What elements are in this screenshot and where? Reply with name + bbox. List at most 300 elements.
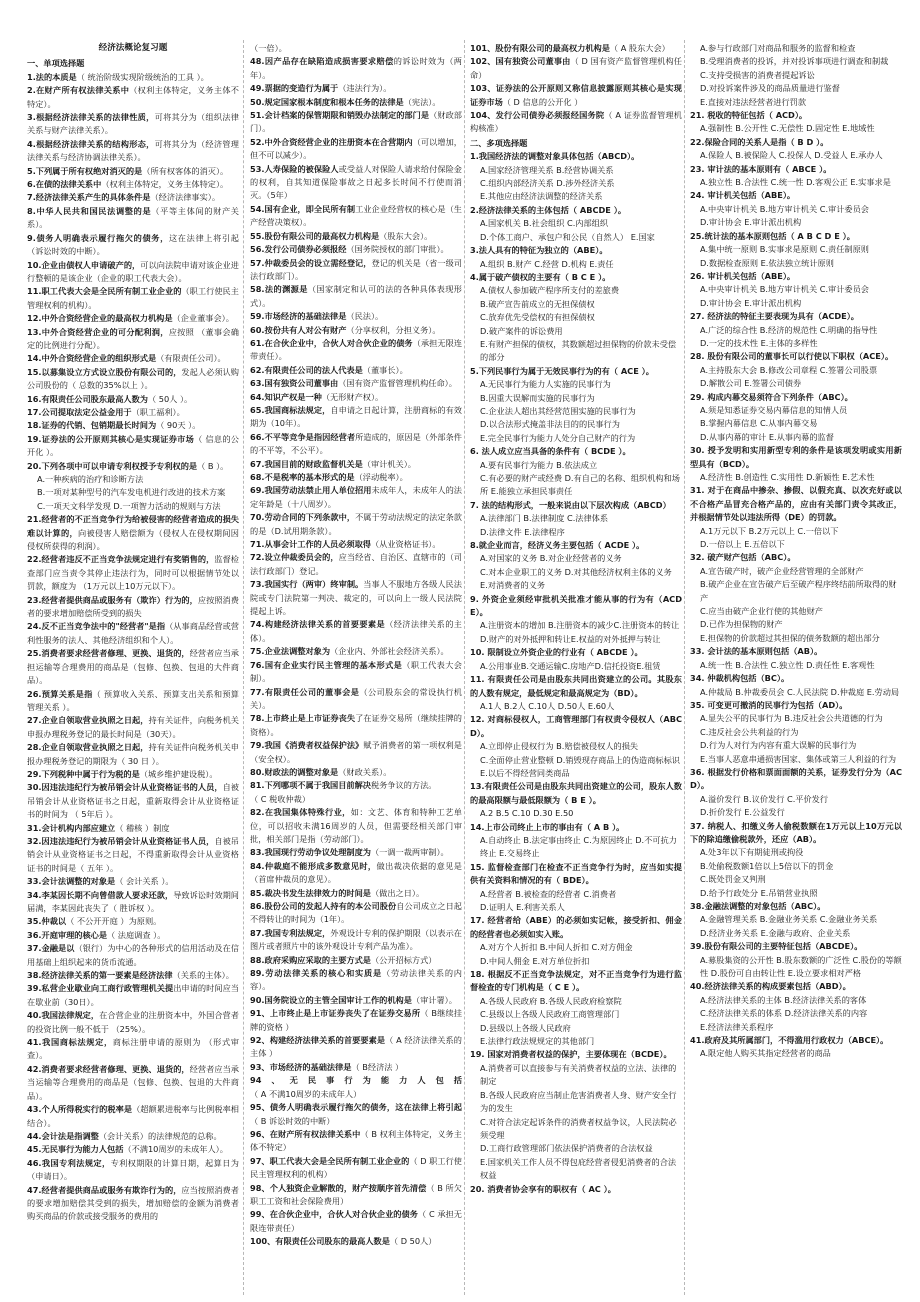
question-item — [470, 821, 682, 834]
question-item — [250, 860, 462, 887]
answer-text: （ 50人 ）。 — [147, 393, 193, 404]
question-item — [27, 285, 239, 312]
question-item — [690, 900, 902, 913]
question-stem: 33.会计法调整的对象是 — [27, 876, 116, 887]
answer-text: 登记的机关是（省一级司法行政部门）。 — [250, 257, 462, 281]
answer-option: C.违反社会公共利益的行为 — [700, 726, 799, 737]
question-stem: 90.国务院设立的主管全国审计工作的机构是 — [250, 994, 412, 1005]
answer-option: A.国家机关 B.社会组织 C.内部组织 — [480, 218, 609, 229]
column-divider — [464, 40, 465, 1295]
answer-option: A.统一性 B.合法性 C.独立性 D.责任性 E.客观性 — [700, 659, 875, 670]
answer-option: C.组织内部经济关系 D.涉外经济关系 — [480, 178, 615, 189]
answer-option: A.1人 B.2人 C.10人 D.50人 E.60人 — [480, 700, 615, 711]
question-item — [250, 900, 462, 927]
answer-text: 当事人不服地方各级人民法院或专门法院第一判决、裁定的，可以向上一级人民法院提起上诉。 — [250, 579, 462, 617]
answer-text: （ 90天 ）。 — [156, 420, 201, 431]
question-item — [27, 366, 239, 393]
question-item — [690, 820, 902, 847]
question-stem: 23. 审计法的基本原则有（ ABCE ）。 — [690, 163, 832, 174]
question-stem: 56.发行公司债券必须报经 — [250, 244, 347, 255]
question-stem: 15.以募集设立方式设立股份有限公司的， — [27, 366, 182, 377]
answer-option: A.溢价发行 B.议价发行 C.平价发行 — [700, 793, 829, 804]
answer-option: D.折价发行 E.公益发行 — [700, 807, 785, 818]
question-item — [690, 940, 902, 953]
question-item — [27, 741, 239, 768]
text-column-4 — [690, 42, 902, 1292]
answer-option: A.处3年以下有期徒刑或拘役 — [700, 847, 804, 858]
question-item — [250, 927, 462, 954]
answer-option: C.对本企业职工的义务 D.对其他经济权利主体的义务 — [480, 566, 672, 577]
question-item — [470, 539, 682, 552]
question-stem: 76.国有企业实行民主管理的基本形式是 — [250, 659, 403, 670]
question-item — [250, 136, 462, 163]
question-stem: 89.劳动法律关系的核心和实质是 — [250, 968, 382, 979]
answer-text: （职工代表大会制）。 — [250, 659, 462, 684]
question-item — [690, 310, 902, 323]
question-stem: 8.就企业而言，经济义务主要包括（ ACDE ）。 — [470, 540, 645, 551]
column-divider — [243, 40, 244, 1295]
question-stem: 96、在财产所有权法律关系中 — [250, 1128, 361, 1139]
question-item — [27, 835, 239, 875]
answer-option: A.1万元以下 B.2万元以上 C.一倍以下 — [700, 525, 839, 536]
question-item — [250, 310, 462, 323]
question-stem: 77.有限责任公司的董事会是 — [250, 686, 360, 697]
question-stem: 98、个人独资企业解散的，财产按顺序首先清偿 — [250, 1182, 427, 1193]
answer-text: （关系的主体）。 — [172, 970, 234, 981]
question-item — [250, 887, 462, 900]
question-stem: 14.中外合资经营企业的组织形式是 — [27, 353, 157, 364]
question-item — [250, 659, 462, 686]
question-stem: 52.中外合资经营企业的注册资本在合营期内 — [250, 136, 413, 147]
answer-option: A.限定他人购买其指定经营者的商品 — [700, 1048, 831, 1059]
answer-text: （公司股东会的常设执行机关）。 — [250, 686, 462, 710]
question-stem: 51.会计档案的保管期限和销毁办法制定的部门是 — [250, 110, 430, 121]
question-stem: 100、有限责任公司股东的最高人数是 — [250, 1236, 390, 1247]
question-item — [470, 42, 682, 55]
question-item — [470, 365, 682, 378]
answer-option: D.一倍以上 E.五倍以下 — [700, 539, 785, 550]
answer-text: （从事商品经营或营利性服务的法人、其他经济组织和个人）。 — [27, 621, 239, 645]
question-stem: 30. 授予发明和实用新型专利的条件是该项发明或实用新型具有（BCD）。 — [690, 445, 902, 469]
answer-text: （审计署）。 — [411, 994, 457, 1005]
answer-text: （会计关系）的法律规范的总称。 — [98, 1130, 222, 1141]
answer-text: （ 法庭调查 ）。 — [107, 929, 166, 940]
answer-text: （银行）为中心的各种形式的信用活动及在信用基础上组织起来的货币流通。 — [27, 943, 239, 967]
question-item — [27, 1103, 239, 1130]
question-stem: 36.开庭审理的核心是 — [27, 929, 108, 940]
answer-option: D.以合法形式掩盖非法目的的民事行为 — [480, 419, 620, 430]
question-stem: 1.法的本质是 — [27, 71, 77, 82]
question-item — [250, 377, 462, 390]
question-item — [470, 204, 682, 217]
answer-text: （审计机关）。 — [362, 458, 416, 469]
question-item — [690, 672, 902, 685]
question-item — [690, 1034, 902, 1047]
answer-text: 了在证券交易所（继续挂牌的资格）。 — [250, 713, 462, 737]
question-item — [470, 861, 682, 888]
question-item — [27, 393, 239, 406]
question-stem: 12. 对商标侵权人，工商管理部门有权责令侵权人（ABCD）。 — [470, 714, 682, 738]
question-stem: 42.消费者要求经营者修理、更换、退货的， — [27, 1063, 190, 1074]
answer-text: （ B继续挂牌的资格 ） — [250, 1008, 462, 1032]
answer-text: （经济法律事实）。 — [150, 192, 221, 203]
question-stem: 4.属于破产债权的主要有（ B C E ）。 — [470, 271, 611, 282]
question-stem: 7. 法的结构形式，一般来说由以下层次构成（ABCD） — [470, 499, 671, 510]
question-stem: 31.会计机构内部应建立 — [27, 822, 116, 833]
answer-option: D.审计协会 E.审计派出机构 — [700, 297, 802, 308]
answer-option: A.对国家的义务 B.对企业经营者的义务 — [480, 553, 622, 564]
question-stem: 79.我国《消费者权益保护法》 — [250, 740, 364, 751]
question-item — [470, 593, 682, 620]
question-item — [690, 980, 902, 993]
answer-option: A.经营者 B.被检查的经营者 C.消费者 — [480, 888, 617, 899]
answer-text: （ 统治阶级实现阶级统治的工具 ）。 — [76, 71, 209, 82]
answer-text: （ B ）。 — [197, 460, 229, 471]
answer-text: 在合营企业的注册资本中，外国合营者的投资比例一般不低于 （25%）。 — [27, 1010, 239, 1034]
question-item — [690, 136, 902, 149]
answer-text: 应当按照消费者的要求增加赔偿其受到的损失，增加赔偿的金额为消费者购买商品的价款或接受服务的费用的 — [27, 1184, 239, 1222]
answer-option: C.放弃优先受偿权的有担保债权 — [480, 312, 595, 323]
question-item — [250, 779, 462, 792]
question-item — [690, 350, 902, 363]
question-item — [27, 714, 239, 741]
question-item — [250, 364, 462, 377]
question-stem: 57.仲裁委员会的设立需经登记， — [250, 257, 372, 268]
question-item — [27, 165, 239, 178]
answer-text: （ 会计关系 ）。 — [115, 876, 174, 887]
answer-text: （国务院授权的部门审批）。 — [346, 244, 449, 255]
question-stem: 19.证券法的公开原则其核心是实现证券市场 — [27, 433, 195, 444]
answer-option: D.一定的技术性 E.主体的多样性 — [700, 337, 818, 348]
question-item — [250, 1182, 462, 1209]
question-stem: 4.根据经济法律关系的结构形态， — [27, 138, 155, 149]
question-stem: 20. 消费者协会享有的职权有（ AC ）。 — [470, 1183, 616, 1194]
question-item — [27, 111, 239, 138]
question-stem: 25.统计法的基本原则包括（ A B C D E ）。 — [690, 230, 855, 241]
document-title: 经济法概论复习题 — [98, 43, 168, 53]
question-stem: 40.经济法律关系的构成要素包括（ABD）。 — [690, 981, 851, 992]
answer-text: 税务争议的方法。 — [370, 780, 437, 791]
answer-option: A.各级人民政府 B.各级人民政府检察院 — [480, 995, 622, 1006]
question-stem: 86.股份公司的发起人持有的本公司股份 — [250, 901, 397, 911]
question-item — [27, 1143, 239, 1156]
answer-text: 自公司成立之日起不得转让的时间为（1年）。 — [250, 901, 462, 925]
question-item — [27, 647, 239, 687]
question-item — [27, 232, 239, 259]
question-item — [470, 646, 682, 659]
answer-text: （ B 所欠职工工资和社会保险费用） — [250, 1182, 462, 1206]
question-stem: 9.债务人明确表示履行拖欠的债务， — [27, 232, 169, 243]
question-stem: 6. 法人成立应当具备的条件有（ BCDE ）。 — [470, 446, 631, 457]
question-item — [470, 109, 682, 136]
question-stem: 10. 限制设立外资企业的行业有（ ABCDE ）。 — [470, 647, 643, 658]
answer-option: E.对消费者的义务 — [480, 580, 546, 591]
question-stem: 49.票据的变造行为属于 — [250, 83, 339, 94]
question-item — [27, 1157, 239, 1184]
question-stem: 21. 税收的特征包括（ ACD）。 — [690, 110, 808, 121]
answer-text: 自被吊销会计从业资格证书之日起，重新取得会计从业资格证书的时间为 （ 5年后 ）。 — [27, 782, 239, 820]
question-item — [250, 109, 462, 136]
question-stem: 67.我国目前的财政监督机关是 — [250, 458, 363, 469]
question-stem: 18. 根据反不正当竞争法规定，对不正当竞争行为进行监督检查的专门机构是（ C E ）。 — [470, 969, 682, 993]
answer-text: 未成年人，未成年人的法定年龄是（十八周岁）。 — [250, 485, 462, 509]
answer-option: A.2 B.5 C.10 D.30 E.50 — [480, 808, 574, 819]
question-stem: 27.企业自领取营业执照之日起， — [27, 715, 149, 726]
question-stem: 74.构建经济法律关系的首要要素是 — [250, 619, 386, 630]
question-stem: 9. 外资企业须经审批机关批准才能从事的行为有（ACDE）。 — [470, 593, 682, 618]
answer-text: 不属于劳动法规定的法定条款的是（D.试用期条款）。 — [250, 512, 462, 536]
question-item — [27, 419, 239, 432]
answer-option: A.自动终止 B.法定事由终止 C.为原因终止 D.不可抗力终止 E.交易终止 — [480, 834, 677, 859]
answer-text: （做出之日）。 — [370, 887, 425, 898]
answer-option: D.解散公司 E.签署公司债券 — [700, 378, 802, 389]
answer-option: B.受理消费者的投诉，并对投诉事项进行调查和制裁 — [700, 56, 889, 67]
answer-option: B.处偷税数额1倍以上5倍以下的罚金 — [700, 860, 834, 871]
answer-option: A.无民事行为能力人实施的民事行为 — [480, 379, 611, 390]
answer-option: A.显失公平的民事行为 B.违反社会公共道德的行为 — [700, 713, 883, 724]
question-item — [27, 71, 239, 84]
question-stem: 55.股份有限公司的最高权力机构是 — [250, 230, 380, 241]
question-item — [250, 806, 462, 846]
question-item — [250, 551, 462, 578]
question-item — [250, 645, 462, 658]
question-stem: 43.个人所得税实行的税率是 — [27, 1104, 133, 1115]
answer-text: 工业企业经营权的核心是（生产经营决策权）。 — [250, 203, 462, 228]
answer-text: （企业内、外部社会经济关系）。 — [330, 646, 449, 657]
question-item — [690, 444, 902, 471]
question-stem: 78.上市終止是上市证券丧失 — [250, 713, 356, 724]
answer-option: D.中间人佣金 E.对方单位折扣 — [480, 955, 590, 966]
question-item — [250, 1128, 462, 1155]
question-stem: 17.公司提取法定公益金用于 — [27, 406, 132, 417]
question-stem: 10.企业由债权人申请破产的， — [27, 259, 141, 270]
answer-option: E.担保物的价款超过其担保的债务数额的超出部分 — [700, 632, 880, 643]
question-item — [250, 538, 462, 551]
question-stem: 85.裁决书发生法律效力的时间是 — [250, 887, 371, 898]
question-stem: 58.法的渊源是 — [250, 284, 308, 295]
answer-text: （董事长）。 — [362, 364, 408, 375]
question-stem: 29.下列税种中属于行为税的是 — [27, 768, 140, 779]
answer-text: 或受益人对保险人请求给付保险金的权利，自其知道保险事故之日起多长时间不行使而消灭。（5年） — [250, 163, 462, 201]
answer-text: （ A 不满10周岁的未成年人） — [250, 1088, 362, 1099]
answer-option: A.宣告破产时，破产企业经营管理的全部财产 — [700, 565, 864, 576]
column-divider — [684, 40, 685, 1295]
answer-option: B.掌握内幕信息 C.从事内幕交易 — [700, 418, 818, 429]
question-stem: 13.有限责任公司是由股东共同出资建立的公司，股东人数的最高限额与最低限额为（ B E ）。 — [470, 781, 682, 805]
question-stem: 70.劳动合同的下列条款中， — [250, 512, 356, 523]
question-stem: 80.财政法的调整对象是 — [250, 766, 339, 777]
answer-text: （宪法）。 — [403, 96, 441, 107]
answer-option: A.集中统一原则 B.实事求是原则 C.责任制原则 — [700, 244, 869, 255]
answer-option: A.中央审计机关 B.地方审计机关 C.审计委员会 — [700, 284, 869, 295]
question-item — [250, 458, 462, 471]
question-item — [690, 645, 902, 658]
question-stem: 81.下列哪项不属于我国目前解决 — [250, 780, 371, 791]
question-stem: 6.在债的法律关系中 — [27, 179, 102, 190]
question-stem: 84.仲裁庭不能形成多数意见时， — [250, 860, 377, 871]
question-stem: 60.按份共有人对公有财产 — [250, 324, 347, 335]
answer-option: A.消费者可以直接参与有关消费者权益的立法、法律的制定 — [480, 1062, 677, 1087]
question-item — [27, 178, 239, 191]
question-item — [250, 96, 462, 109]
question-item — [27, 138, 239, 165]
question-item — [690, 270, 902, 283]
answer-option: E.当事人恶意串通损害国家、集体或第三人利益的行为 — [700, 753, 897, 764]
question-item — [27, 942, 239, 969]
question-item — [690, 766, 902, 793]
question-item — [27, 433, 239, 460]
answer-text: 做出裁决依据的意见是（首席仲裁员的意见）。 — [250, 860, 462, 885]
answer-option: B.一项对某种型号的汽车发电机进行改进的技术方案 — [37, 487, 226, 498]
question-item — [470, 1183, 682, 1196]
question-item — [250, 203, 462, 230]
question-item — [250, 766, 462, 779]
question-item — [690, 109, 902, 122]
answer-option: A.国家经济管理关系 B.经营协调关系 — [480, 164, 614, 175]
question-item — [250, 431, 462, 458]
answer-text: （可以增加，但不可以减少）。 — [250, 136, 462, 161]
answer-text: （平等主体间的财产关系）。 — [27, 205, 239, 230]
question-item — [27, 84, 239, 111]
question-item — [27, 781, 239, 821]
question-item — [470, 445, 682, 458]
answer-option: C.经济法律关系的体系 D.经济法律关系的内容 — [700, 1008, 868, 1019]
answer-option: A.经济性 B.创造性 C.实用性 D.新颖性 E.艺术性 — [700, 472, 875, 482]
question-stem: 24.反不正当竞争法中的"经营者"是指 — [27, 621, 166, 632]
question-stem: 29. 构成内幕交易须符合下列条件（ABC）。 — [690, 391, 853, 402]
question-item — [250, 712, 462, 739]
question-stem: 75.企业法调整对象为 — [250, 646, 331, 657]
question-item — [27, 1130, 239, 1143]
question-item — [470, 780, 682, 807]
question-item — [250, 337, 462, 364]
answer-option: D.个体工商户、承包户和公民（自然人） E.国家 — [480, 231, 655, 242]
question-item — [27, 688, 239, 715]
question-stem: 11.职工代表大会是全民所有制工业企业的 — [27, 286, 182, 297]
question-stem: 24. 审计机关包括（ABE）。 — [690, 190, 796, 201]
question-item — [27, 460, 239, 473]
question-stem: 31. 对于在商品中掺杂、掺假、以假充真、以次充好或以不合格产品冒充合格产品的，应由有关部门责令其改正，并根据情节处以违法所得（DE）的罚款。 — [690, 485, 902, 523]
answer-option: D.数据检查原则 E.依法独立统计原则 — [700, 257, 834, 268]
answer-option: A.公用事业B.交通运输C.房地产D.信托投资E.租赁 — [480, 660, 661, 671]
question-stem: 95、债务人明确表示履行拖欠的债务，这在法律上将引起 — [250, 1102, 462, 1113]
answer-text: （ B 权利主体特定，义务主体不特定） — [250, 1128, 462, 1153]
answer-text: 导致诉讼时效期间届满，李某因此丧失了（ 胜诉权 ）。 — [27, 889, 239, 913]
text-column-3 — [470, 42, 682, 1292]
question-stem: 40.我国法律规定， — [27, 1010, 100, 1021]
question-stem: 103、证券法的公开原则又称信息披露原则其核心是实现证券市场 — [470, 83, 682, 107]
question-item — [250, 1074, 462, 1101]
question-item — [27, 1184, 239, 1224]
question-stem: 64.知识产权是一种 — [250, 391, 322, 402]
question-item — [470, 150, 682, 163]
answer-text: （承担无限连带责任）。 — [250, 337, 462, 362]
answer-option: C.县级以上各级人民政府工商管理部门 — [480, 1009, 620, 1020]
question-stem: 71.从事会计工作的人员必须取得 — [250, 539, 371, 550]
question-stem: 66.不平等竞争是指因经营者 — [250, 431, 356, 442]
question-item — [250, 739, 462, 766]
question-stem: 26.预算关系是指 — [27, 688, 93, 699]
answer-text: （职工福利）。 — [131, 406, 185, 417]
answer-text: （权利主体特定，义务主体不特定）。 — [27, 85, 239, 109]
question-item — [27, 969, 239, 982]
question-item — [27, 352, 239, 365]
text-column-1 — [27, 42, 239, 1292]
question-item — [27, 822, 239, 835]
question-stem: 62.有限责任公司的法人代表是 — [250, 364, 363, 375]
answer-option: C.支持受损害的消费者提起诉讼 — [700, 69, 815, 80]
question-item — [250, 471, 462, 484]
question-item — [250, 846, 462, 859]
answer-option: D.给予行政处分 E.吊销营业执照 — [700, 887, 818, 898]
question-stem: 101、股份有限公司的最高权力机构是 — [470, 43, 610, 53]
question-stem: 16.有限责任公司股东最高人数为 — [27, 393, 148, 404]
question-stem: 41.我国商标法规定， — [27, 1037, 113, 1048]
text-line: （一倍）。 — [250, 43, 287, 53]
answer-text: 专利权期限的计算日期，起算日为 （申请日）。 — [27, 1157, 239, 1182]
question-stem: 65.我国商标法规定， — [250, 404, 331, 415]
answer-option: D.行为人对行为内容有重大误解的民事行为 — [700, 740, 857, 751]
question-stem: 28. 股份有限公司的董事长可以行使以下职权（ACE）。 — [690, 351, 894, 362]
question-stem: 27. 经济法的特征主要表现为具有（ACDE）。 — [690, 311, 859, 322]
question-item — [250, 1101, 462, 1128]
answer-text: 应当经省、自治区、直辖市的（司法行政部门）登记。 — [250, 552, 462, 576]
question-item — [250, 967, 462, 994]
question-item — [690, 699, 902, 712]
question-item — [27, 406, 239, 419]
question-item — [27, 915, 239, 928]
answer-text: 这在法律上将引起（诉讼时效的中断）。 — [27, 232, 239, 257]
question-item — [250, 1007, 462, 1034]
question-item — [250, 1235, 462, 1248]
question-stem: 82.在我国集体特殊行业， — [250, 807, 351, 818]
answer-option: A.广泛的综合性 B.经济的规范性 C.明确的指导性 — [700, 324, 878, 335]
question-item — [470, 499, 682, 512]
question-stem: 8.中华人民共和国民法调整的是 — [27, 205, 152, 216]
question-item — [250, 578, 462, 618]
question-stem: 20.下列各项中可以申请专利权授予专利权的是 — [27, 460, 198, 471]
question-item — [470, 55, 682, 82]
answer-text: （ D 国有资产监督管理机构任命） — [470, 56, 682, 80]
answer-text: 应按照 （董事会确定的比例进行分配）。 — [27, 326, 239, 350]
question-stem: 34.李某因长期不向曾借款人要求还款， — [27, 889, 174, 900]
question-stem: 94、无民事行为能力人包括 — [250, 1075, 462, 1086]
answer-option: B.因重大误解而实施的民事行为 — [480, 392, 595, 403]
answer-text: 可以向法院申请对该企业进行整顿的是该企业（企业的职工代表大会）。 — [27, 259, 239, 283]
question-stem: 97、职工代表大会是全民所有制工业企业的 — [250, 1155, 410, 1166]
answer-text: （分享权利，分担义务）。 — [346, 324, 441, 335]
answer-option: A.中央审计机关 B.地方审计机关 C.审计委员会 — [700, 203, 869, 214]
question-item — [250, 1061, 462, 1074]
question-stem: 23.经营者提供商品或服务有（欺诈）行为的， — [27, 594, 198, 605]
answer-option: A.法律部门 B.法律制度 C.法律体系 — [480, 513, 609, 524]
question-item — [27, 1036, 239, 1063]
question-stem: 18.证券的代销、包销期最长时间为 — [27, 420, 157, 431]
question-item — [27, 1063, 239, 1103]
question-item — [250, 686, 462, 713]
question-stem: 61.在合伙企业中，合伙人对合伙企业的债务 — [250, 337, 413, 348]
answer-option: A.参与行政部门对商品和服务的监督和检查 — [700, 43, 856, 53]
question-stem: 7.经济法律关系产生的具体条件是 — [27, 192, 151, 203]
question-item — [250, 511, 462, 538]
answer-text: （ 稽核 ）制度 — [115, 822, 170, 833]
answer-text: 持有关证件向税务机关申报办理税务登记的期限为（ 30 日 ）。 — [27, 742, 239, 766]
answer-option: E.完全民事行为能力人处分自己财产的行为 — [480, 432, 636, 443]
answer-option: A.要有民事行为能力 B.依法成立 — [480, 459, 598, 470]
question-stem: 14.上市公司终止上市的事由有（ A B ）。 — [470, 821, 625, 832]
answer-option: A.经济法律关系的主体 B.经济法律关系的客体 — [700, 994, 867, 1005]
question-stem: 72.设立仲裁委员会的， — [250, 552, 339, 563]
